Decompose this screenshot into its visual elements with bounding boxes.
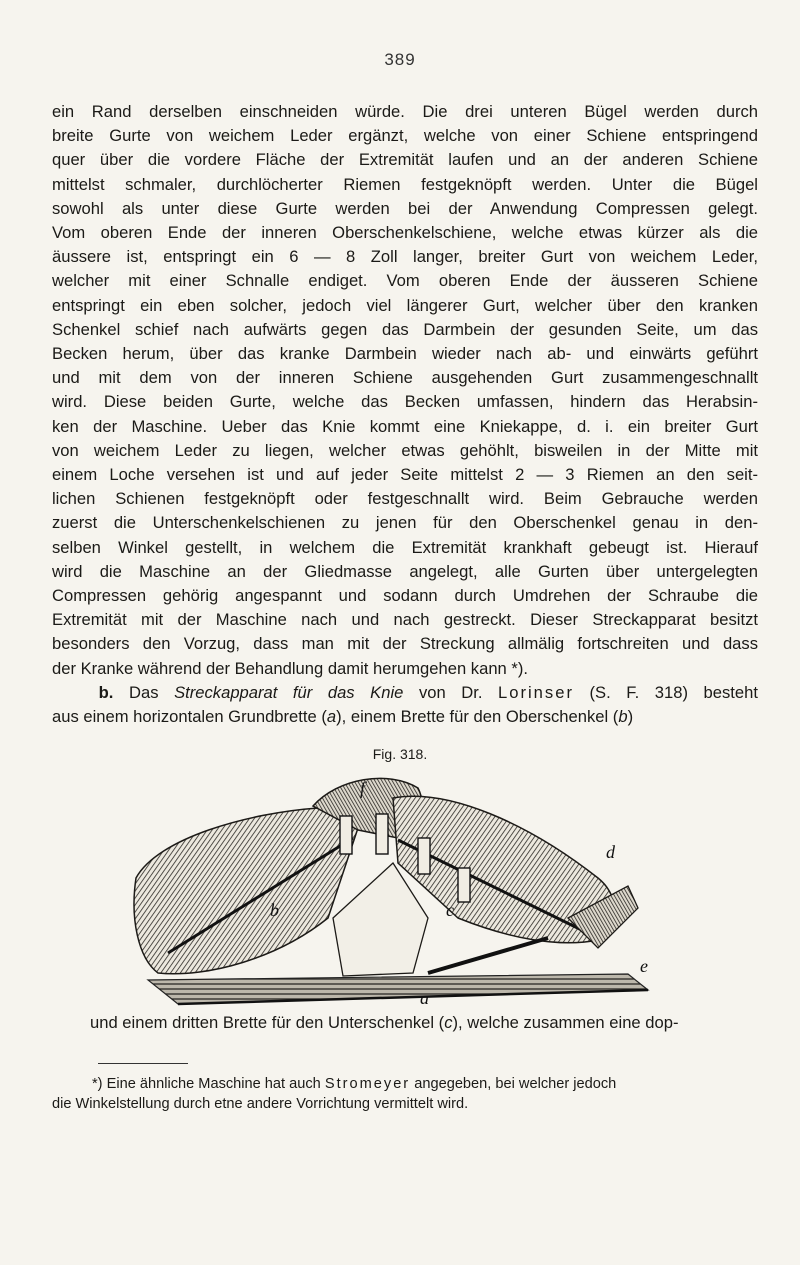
body-line: äussere ist, entspringt ein 6 — 8 Zoll langer, breiter Gurt von weichem Leder, <box>52 247 758 267</box>
body-line: besonders den Vorzug, dass man mit der Streckung allmälig fortschreiten und dass <box>52 634 758 654</box>
letter-a: a <box>326 707 337 727</box>
figure-label-f: f <box>360 778 366 798</box>
section-line2-pre: aus einem horizontalen Grundbrette ( <box>52 707 327 727</box>
section-b-line-2 <box>52 705 758 729</box>
figure-illustration <box>128 768 654 1008</box>
thigh <box>134 808 358 974</box>
body-line: Schenkel schief nach aufwärts gegen das Darmbein der gesunden Seite, um das <box>52 319 758 339</box>
body-line: welcher mit einer Schnalle endiget. Vom oberen Ende der äusseren Schiene <box>52 271 758 291</box>
base-board <box>148 974 648 1004</box>
letter-b: b <box>618 707 628 727</box>
footnote-line1-pre: Eine ähnliche Maschine hat auch <box>106 1076 321 1092</box>
section-label: b. <box>98 682 114 702</box>
body-line: selben Winkel gestellt, in welchem die Extremität krankhaft gebeugt ist. Hierauf <box>52 537 758 557</box>
body-line: wird. Diese beiden Gurte, welche das Becken umfassen, hindern das Herabsin- <box>52 392 758 412</box>
body-line: lichen Schienen festgeknöpft oder festgeschnallt wird. Beim Gebrauche werden <box>52 489 758 509</box>
body-line: breite Gurte von weichem Leder ergänzt, welche von einer Schiene entspringend <box>52 126 758 146</box>
body-line: Extremität mit der Maschine nach und nach gestreckt. Dieser Streckapparat besitzt <box>52 610 758 630</box>
body-line: wird die Maschine an der Gliedmasse angelegt, alle Gurten über untergelegten <box>52 561 758 581</box>
buckle <box>458 868 470 902</box>
extension-screw <box>428 938 548 973</box>
footnote-line-2: die Winkelstellung durch etne andere Vorrichtung vermittelt wird. <box>52 1096 469 1112</box>
after-figure-post: ), welche zusammen eine dop- <box>452 1013 679 1032</box>
buckle <box>376 814 388 854</box>
buckle <box>340 816 352 854</box>
page-number: 389 <box>384 50 416 69</box>
body-line: ken der Maschine. Ueber das Knie kommt eine Kniekappe, d. i. ein breiter Gurt <box>52 416 758 436</box>
section-post: (S. F. 318) besteht <box>589 682 758 702</box>
after-figure-pre: und einem dritten Brette für den Unterschenkel ( <box>90 1013 445 1032</box>
body-text <box>52 100 758 729</box>
body-line: Vom oberen Ende der inneren Oberschenkelschiene, welche etwas kürzer als die <box>52 223 758 243</box>
body-line: Becken herum, über das kranke Darmbein wieder nach ab- und einwärts geführt <box>52 344 758 364</box>
figure-label-d: d <box>606 842 615 862</box>
author-name: Lorinser <box>498 682 574 702</box>
footnote-line1-post: angegeben, bei welcher jedoch <box>414 1076 617 1092</box>
section-line2-post: ) <box>627 707 634 727</box>
figure-label-c: c <box>446 900 454 920</box>
figure-label-a: a <box>420 988 429 1008</box>
body-line: sowohl als unter diese Gurte werden bei der Anwendung Compressen gelegt. <box>52 198 758 218</box>
body-line: der Kranke während der Behandlung damit herumgehen kann *). <box>52 658 528 678</box>
body-line: zuerst die Unterschenkelschienen zu jenen für den Oberschenkel genau in den- <box>52 513 758 533</box>
body-line: mittelst schmaler, durchlöcherter Riemen festgeknöpft werden. Unter die Bügel <box>52 174 758 194</box>
figure-caption: Fig. 318. <box>372 746 428 762</box>
buckle <box>418 838 430 874</box>
body-line: quer über die vordere Fläche der Extremität laufen und an der anderen Schiene <box>52 150 758 170</box>
footnote-line-1 <box>52 1074 758 1094</box>
footnote-marker: *) <box>92 1076 103 1092</box>
figure-label-b: b <box>270 900 279 920</box>
section-mid: von Dr. <box>418 682 483 702</box>
after-figure-line <box>90 1013 760 1033</box>
section-title: Streckapparat für das Knie <box>174 682 404 702</box>
section-line2-mid: ), einem Brette für den Oberschenkel ( <box>336 707 619 727</box>
section-b-line-1 <box>52 681 758 705</box>
figure-label-e: e <box>640 956 648 976</box>
body-line: einem Loche versehen ist und auf jeder Seite mittelst 2 — 3 Riemen an den seit- <box>52 465 758 485</box>
body-line: und mit dem von der inneren Schiene ausgehenden Gurt zusammengeschnallt <box>52 368 758 388</box>
footnote <box>52 1074 758 1114</box>
body-line: Compressen gehörig angespannt und sodann durch Umdrehen der Schraube die <box>52 586 758 606</box>
letter-c: c <box>444 1013 453 1032</box>
section-pre: Das <box>128 682 159 702</box>
knee-stretcher-illustration <box>128 768 654 1008</box>
footnote-author: Stromeyer <box>324 1076 411 1092</box>
footnote-rule <box>98 1063 188 1064</box>
body-line: von weichem Leder zu liegen, welcher etwas gehöhlt, bisweilen in der Mitte mit <box>52 440 758 460</box>
body-line: entspringt ein eben solcher, jedoch viel längerer Gurt, welcher über den kranken <box>52 295 758 315</box>
body-line: ein Rand derselben einschneiden würde. Die drei unteren Bügel werden durch <box>52 102 758 121</box>
knee-support <box>333 863 428 976</box>
